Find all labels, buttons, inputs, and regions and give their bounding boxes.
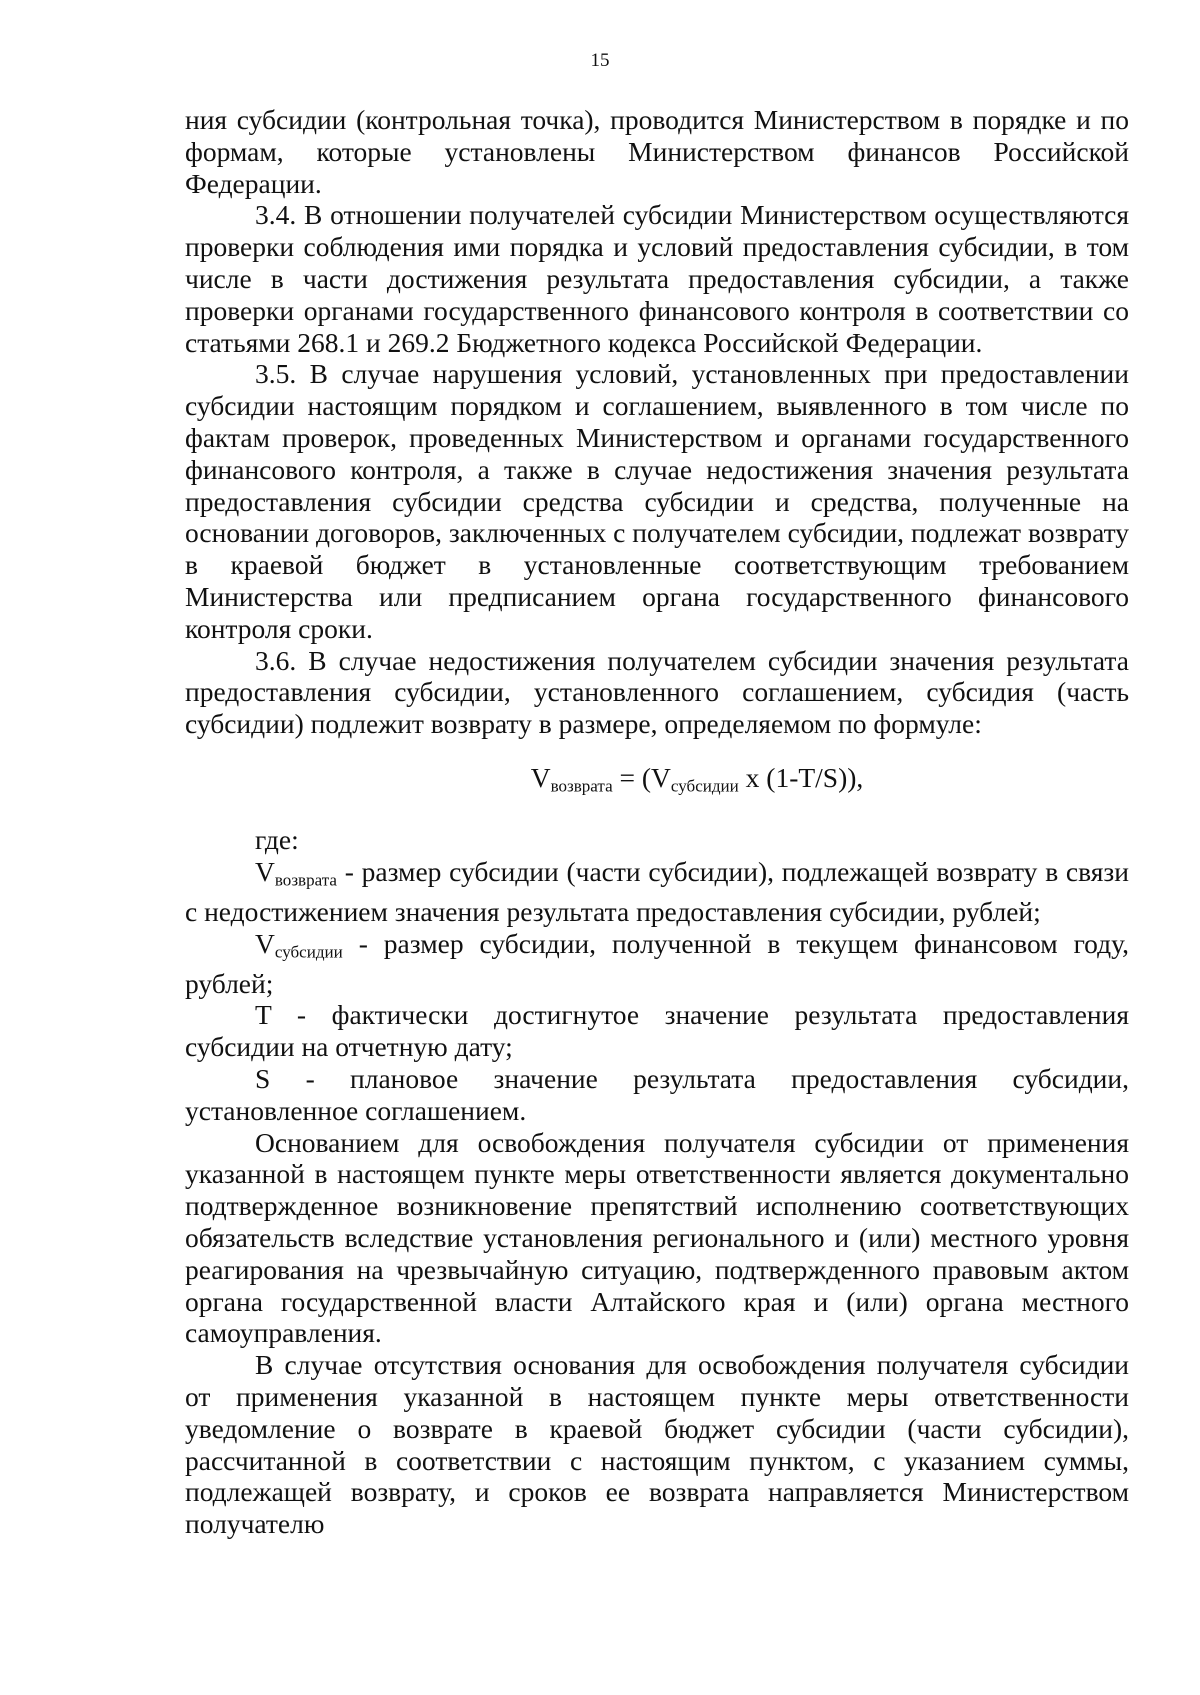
definition-symbol: T: [255, 999, 272, 1031]
definition-text: - плановое значение результата предоставления субсидии, установленное соглашением.: [185, 1063, 1129, 1126]
formula-sub-subsidy: субсидии: [670, 776, 739, 796]
paragraph-exemption: Основанием для освобождения получателя субсидии от применения указанной в настоящем пункте меры ответственности является документально подтвержденное возникновение препятствий исполнению соответствующих обязательств вследствие установления регионального и (или) местного уровня реагирования на чрезвычайную ситуацию, подтвержденного правовым актом органа государственной власти Алтайского края и (или) органа местного самоуправления.: [185, 1126, 1129, 1349]
refund-formula: [185, 762, 1129, 802]
formula-v-return: V: [530, 761, 551, 793]
definition-symbol: $V_{возврата}$: [255, 855, 337, 890]
paragraph-notice: В случае отсутствия основания для освобождения получателя субсидии от применения указанной в настоящем пункте меры ответственности уведомление о возврате в краевой бюджет субсидии (части субсидии), рассчитанной в соответствии с настоящим пунктом, с указанием суммы, подлежащей возврату, и сроков ее возврата направляется Министерством получателю: [185, 1349, 1129, 1540]
definition-text: - размер субсидии, полученной в текущем финансовом году, рублей;: [185, 927, 1129, 999]
paragraph-continuation: ния субсидии (контрольная точка), проводится Министерством в порядке и по формам, которые установлены Министерством финансов Российской Федерации.: [185, 104, 1129, 199]
paragraph-3-5: 3.5. В случае нарушения условий, установленных при предоставлении субсидии настоящим порядком и соглашением, выявленного в том числе по фактам проверок, проведенных Министерством и органами государственного финансового контроля, а также в случае недостижения значения результата предоставления субсидии средства субсидии и средства, полученные на основании договоров, заключенных с получателем субсидии, подлежат возврату в краевой бюджет в установленные соответствующим требованием Министерства или предписанием органа государственного финансового контроля сроки.: [185, 358, 1129, 644]
definition-text: - размер субсидии (части субсидии), подлежащей возврату в связи с недостижением значения результата предоставления субсидии, рублей;: [185, 855, 1129, 927]
page-number: 15: [590, 50, 610, 71]
formula-sub-return: возврата: [550, 776, 613, 796]
formula-rest: x (1-T/S)),: [738, 761, 864, 793]
definition-s: [185, 1063, 1129, 1127]
definition-v-return: [185, 856, 1129, 928]
paragraph-3-6: 3.6. В случае недостижения получателем субсидии значения результата предоставления субсидии, установленного соглашением, субсидия (часть субсидии) подлежит возврату в размере, определяемом по формуле:: [185, 644, 1129, 740]
where-label: где:: [255, 823, 299, 855]
formula-eq-open: = (V: [612, 761, 671, 793]
definition-symbol: S: [255, 1063, 271, 1095]
definition-v-subsidy: [185, 928, 1129, 1000]
definition-text: - фактически достигнутое значение результата предоставления субсидии на отчетную дату;: [185, 999, 1129, 1063]
definition-symbol: $V_{субсидии}$: [255, 927, 343, 961]
document-body: [185, 104, 1129, 1540]
definition-t: [185, 999, 1129, 1063]
definitions-list: [185, 856, 1129, 1127]
paragraph-3-4: 3.4. В отношении получателей субсидии Министерством осуществляются проверки соблюдения ими порядка и условий предоставления субсидии, в том числе в части достижения результата предоставления субсидии, а также проверки органами государственного финансового контроля в соответствии со статьями 268.1 и 269.2 Бюджетного кодекса Российской Федерации.: [185, 199, 1129, 358]
